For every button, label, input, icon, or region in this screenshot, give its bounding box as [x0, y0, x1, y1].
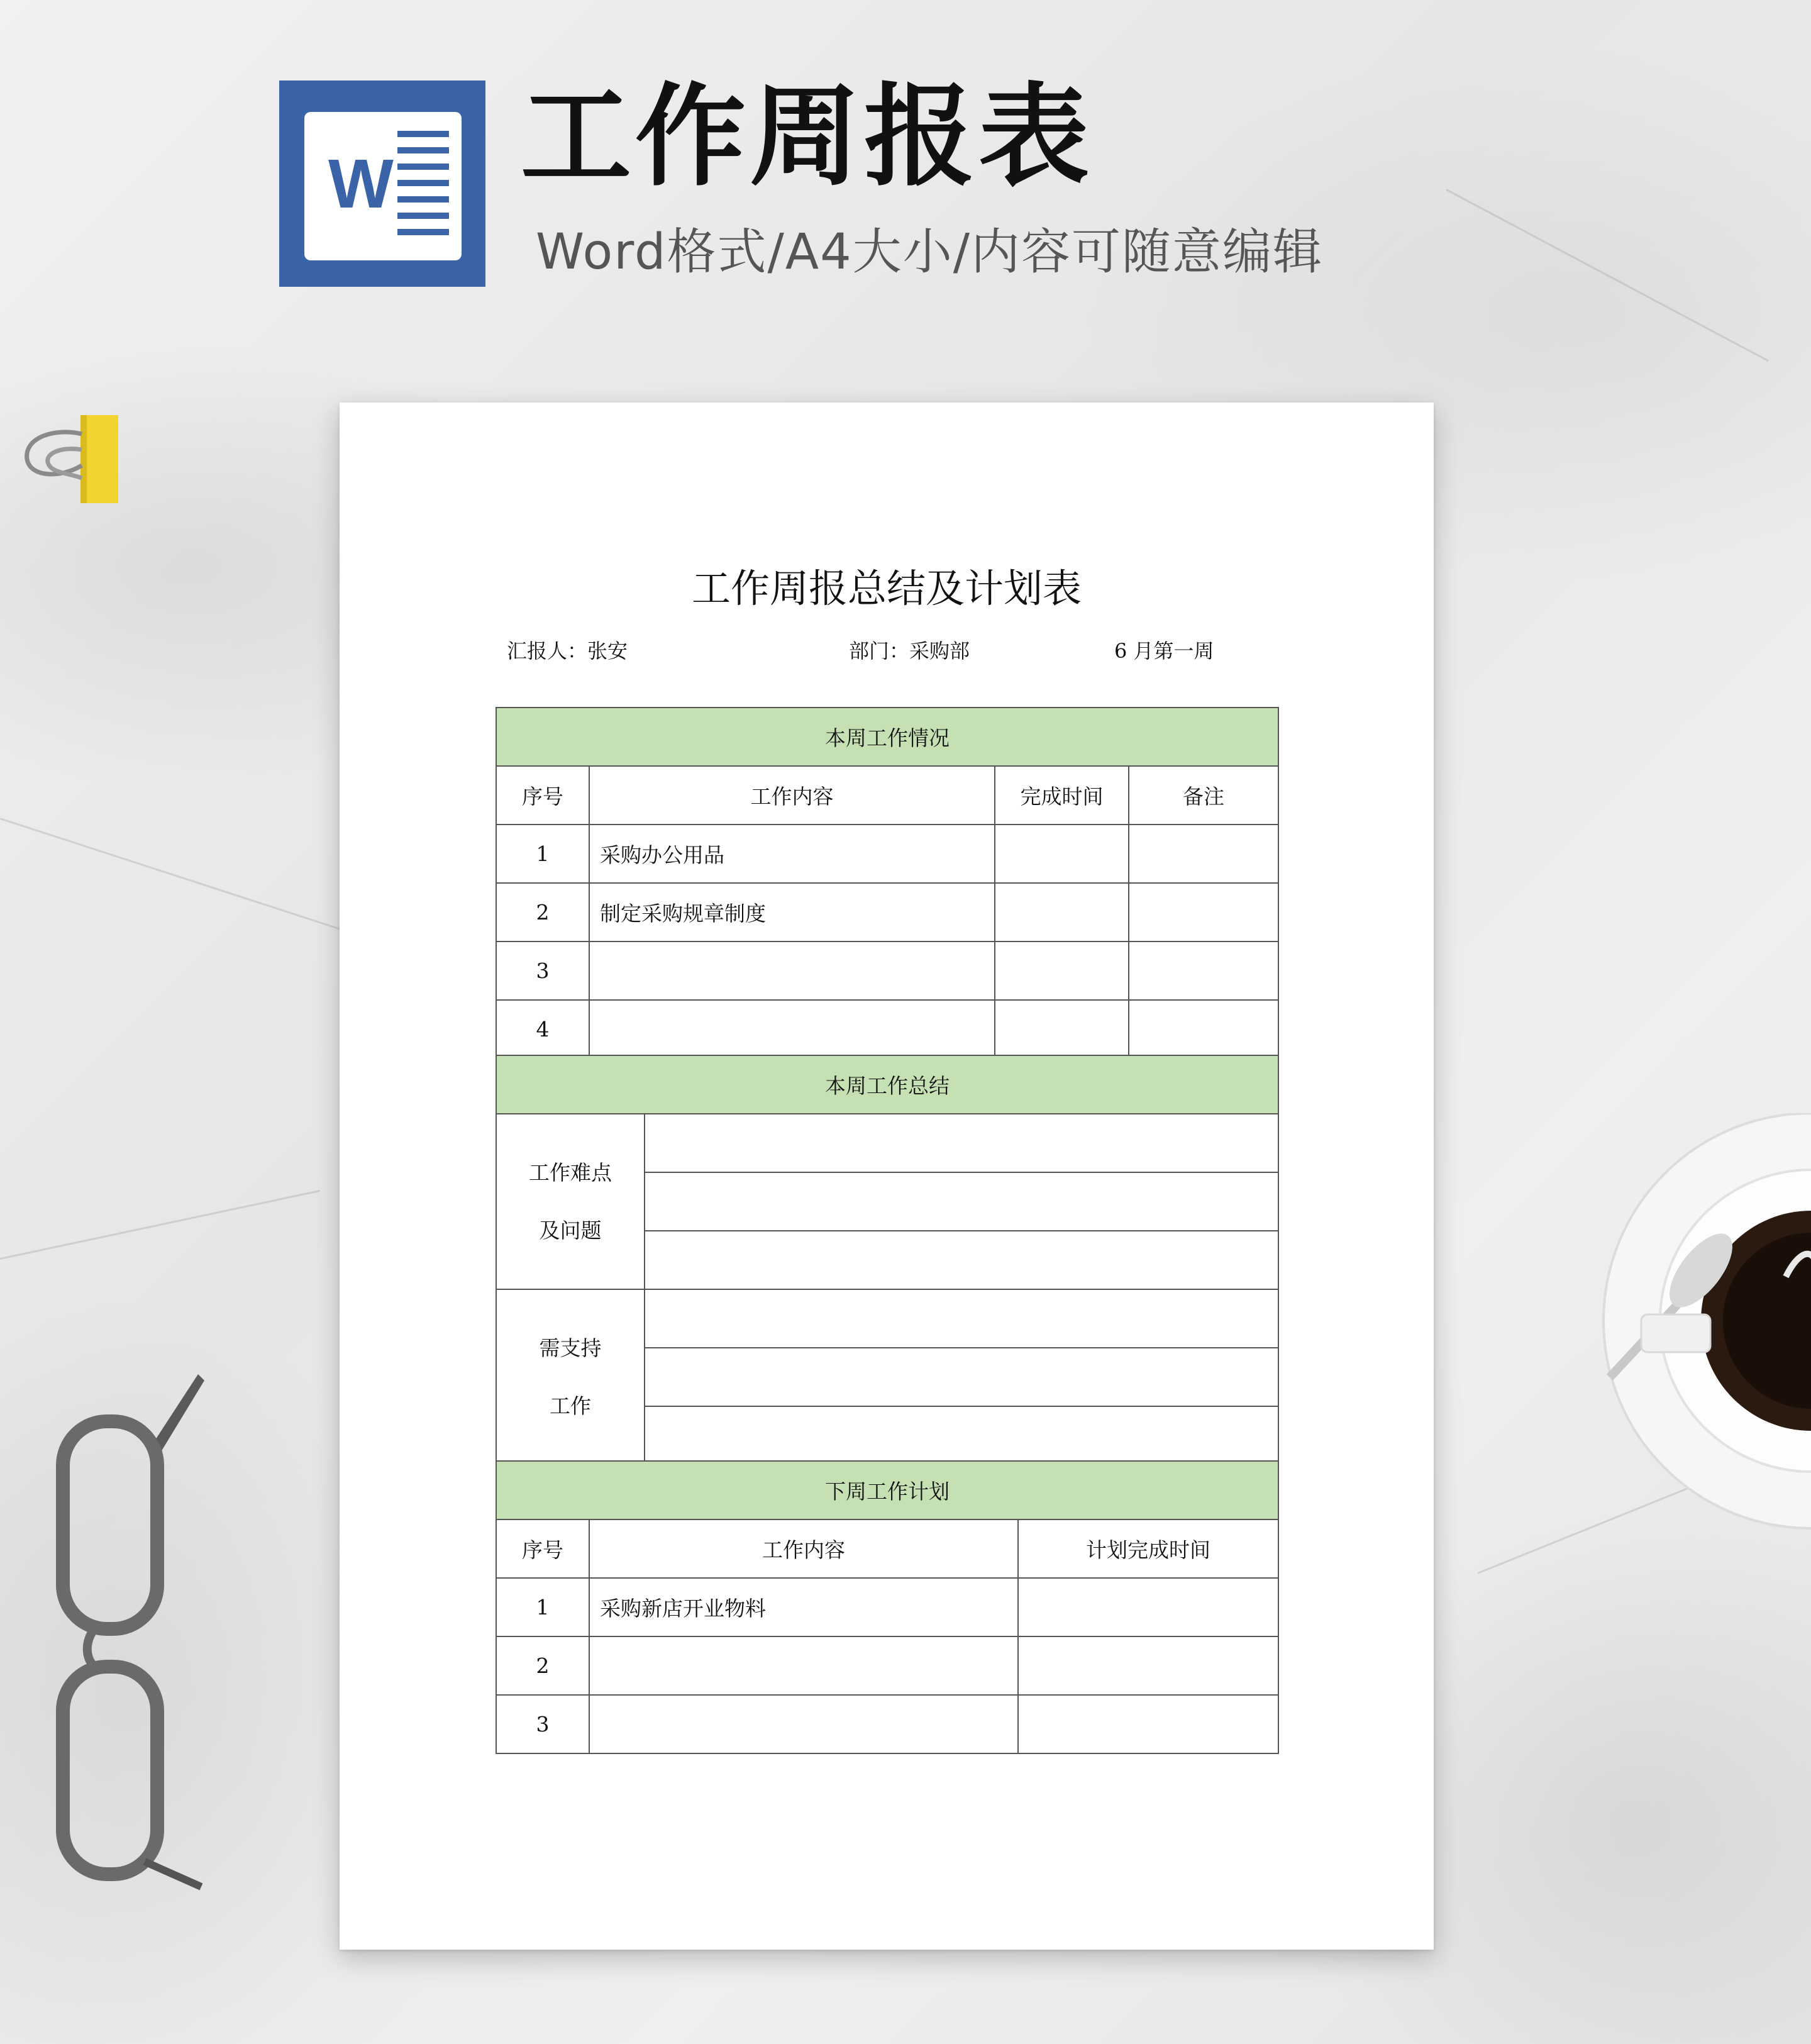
- table-row: [496, 941, 1278, 1000]
- support-label: [496, 1289, 645, 1465]
- column-header: 计划完成时间: [1018, 1519, 1278, 1578]
- department-field: 部门：采购部: [849, 639, 970, 663]
- column-header: 工作内容: [589, 1519, 1018, 1578]
- word-line: [397, 213, 449, 219]
- note-cell[interactable]: [1129, 941, 1278, 1000]
- row-number: 2: [496, 1636, 589, 1695]
- column-header: 备注: [1129, 766, 1278, 825]
- support-entry-cell[interactable]: [645, 1348, 1278, 1406]
- word-line: [397, 196, 449, 203]
- row-number: 1: [496, 825, 589, 883]
- completion-time-cell[interactable]: [995, 825, 1129, 883]
- row-number: 3: [496, 1695, 589, 1753]
- document-page: [340, 403, 1434, 1950]
- planned-time-cell[interactable]: [1018, 1636, 1278, 1695]
- table-row: [496, 1000, 1278, 1058]
- work-content-cell[interactable]: [589, 1000, 995, 1058]
- word-line: [397, 131, 449, 137]
- table-row: [496, 1578, 1278, 1636]
- marble-vein: [1446, 189, 1769, 362]
- page-title: 工作周报表: [521, 72, 1094, 201]
- completion-time-cell[interactable]: [995, 941, 1129, 1000]
- table-row: [496, 1636, 1278, 1695]
- document-title: 工作周报总结及计划表: [691, 565, 1082, 611]
- table-row: [496, 883, 1278, 941]
- difficulty-label: [496, 1114, 645, 1289]
- planned-time-cell[interactable]: [1018, 1695, 1278, 1753]
- next-week-table: [496, 1460, 1278, 1754]
- difficulty-label-line: 及问题: [539, 1218, 602, 1243]
- table-row: [496, 825, 1278, 883]
- word-logo-icon: [279, 81, 485, 287]
- reporter-field: 汇报人：张安: [507, 639, 628, 663]
- this-week-section-title: 本周工作情况: [496, 708, 1278, 766]
- row-number: 1: [496, 1578, 589, 1636]
- work-content-cell[interactable]: [589, 1636, 1018, 1695]
- column-header: 工作内容: [589, 766, 995, 825]
- completion-time-cell[interactable]: [995, 1000, 1129, 1058]
- word-logo-letter: W: [328, 145, 394, 223]
- difficulty-label-line: 工作难点: [529, 1160, 612, 1185]
- table-row: [496, 1695, 1278, 1753]
- column-header: 完成时间: [995, 766, 1129, 825]
- support-entry-cell[interactable]: [645, 1289, 1278, 1348]
- support-entry-cell[interactable]: [645, 1406, 1278, 1465]
- note-cell[interactable]: [1129, 825, 1278, 883]
- week-field: 6 月第一周: [1114, 639, 1214, 663]
- work-content-cell[interactable]: 采购新店开业物料: [589, 1578, 1018, 1636]
- difficulty-entry-cell[interactable]: [645, 1172, 1278, 1231]
- work-content-cell[interactable]: [589, 941, 995, 1000]
- word-line: [397, 229, 449, 235]
- support-label-line: 需支持: [539, 1335, 602, 1360]
- note-cell[interactable]: [1129, 883, 1278, 941]
- word-line: [397, 164, 449, 170]
- row-number: 3: [496, 941, 589, 1000]
- eyeglasses-icon: [50, 1371, 226, 1899]
- coffee-cup-icon: [1597, 1113, 1811, 1553]
- note-cell[interactable]: [1129, 1000, 1278, 1058]
- difficulty-entry-cell[interactable]: [645, 1114, 1278, 1172]
- summary-section-title: 本周工作总结: [496, 1055, 1278, 1114]
- marble-vein: [0, 1190, 320, 1260]
- column-header: 序号: [496, 766, 589, 825]
- this-week-table: [496, 707, 1278, 1059]
- work-content-cell[interactable]: 制定采购规章制度: [589, 883, 995, 941]
- difficulty-entry-cell[interactable]: [645, 1231, 1278, 1289]
- column-header: 序号: [496, 1519, 589, 1578]
- word-line: [397, 180, 449, 186]
- next-week-section-title: 下周工作计划: [496, 1461, 1278, 1519]
- work-content-cell[interactable]: 采购办公用品: [589, 825, 995, 883]
- word-line: [397, 147, 449, 153]
- support-label-line: 工作: [550, 1393, 591, 1418]
- completion-time-cell[interactable]: [995, 883, 1129, 941]
- summary-table: [496, 1055, 1278, 1465]
- row-number: 4: [496, 1000, 589, 1058]
- page-subtitle: Word格式/A4大小/内容可随意编辑: [536, 224, 1324, 280]
- work-content-cell[interactable]: [589, 1695, 1018, 1753]
- planned-time-cell[interactable]: [1018, 1578, 1278, 1636]
- row-number: 2: [496, 883, 589, 941]
- binder-clip-icon: [18, 415, 131, 503]
